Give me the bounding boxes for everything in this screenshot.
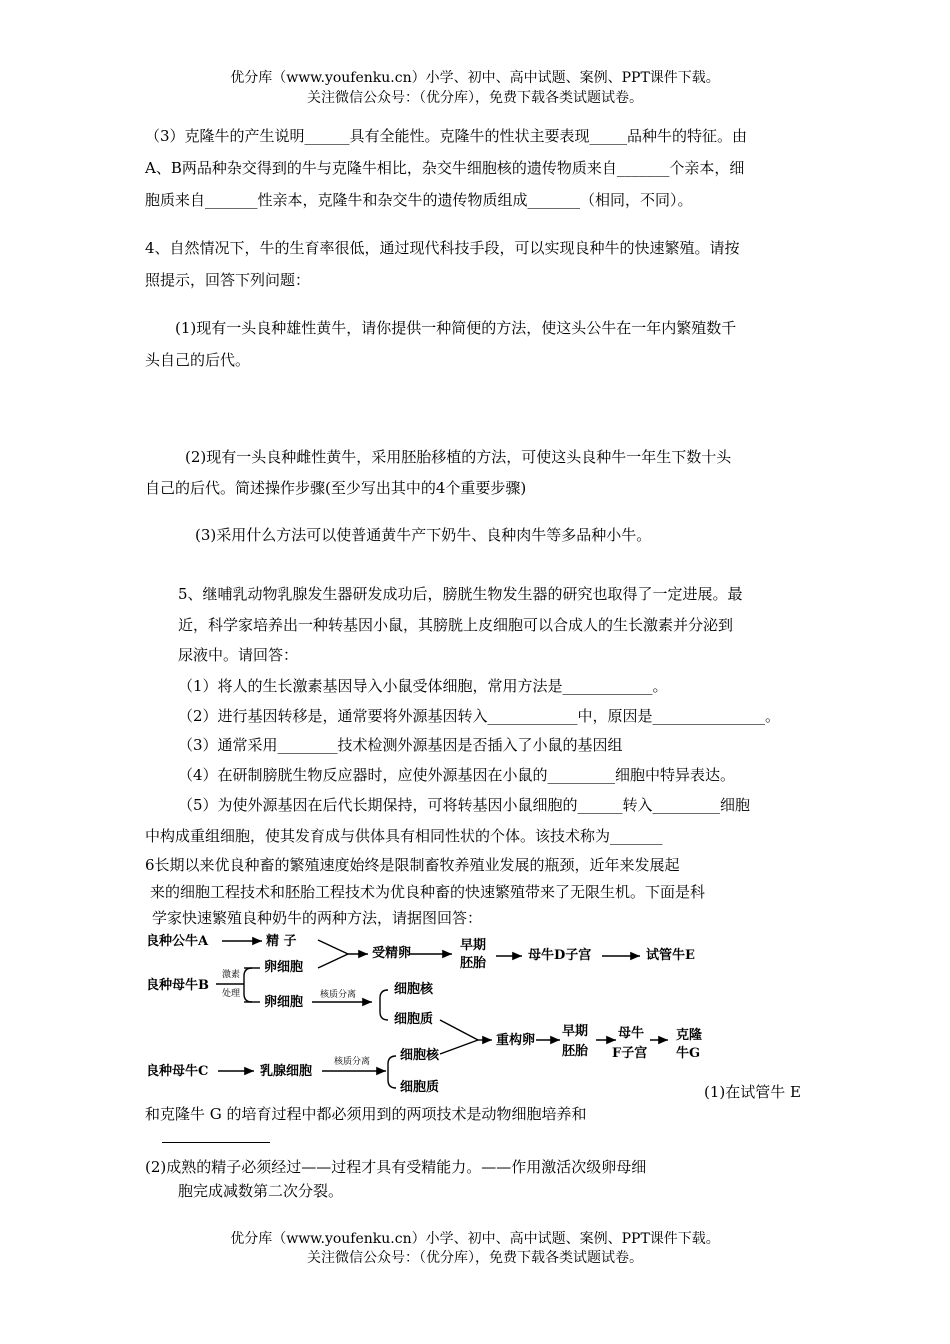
- label-nucleus-1: 细胞核: [394, 982, 434, 997]
- label-clone-2: 牛G: [676, 1046, 701, 1061]
- q5-part4: （4）在研制膀胱生物反应器时，应使外源基因在小鼠的_________细胞中特异表达。: [178, 766, 736, 784]
- label-uterus-f-2: F子宫: [612, 1046, 648, 1061]
- q4-intro-2: 照提示，回答下列问题：: [145, 271, 311, 289]
- q6-intro-3: 学家快速繁殖良种奶牛的两种方法，请据图回答：: [152, 909, 483, 927]
- q6-q1-b: 和克隆牛 G 的培育过程中都必须用到的两项技术是动物细胞培养和: [145, 1105, 587, 1123]
- label-uterus-d: 母牛D子宫: [528, 948, 592, 963]
- q6-q2-a: (2)成熟的精子必须经过——过程才具有受精能力。——作用激活次级卵母细: [145, 1158, 647, 1176]
- q6-intro-2: 来的细胞工程技术和胚胎工程技术为优良种畜的快速繁殖带来了无限生机。下面是科: [150, 883, 706, 901]
- label-egg-2: 卵细胞: [264, 995, 304, 1010]
- q5-part5-a: （5）为使外源基因在后代长期保持，可将转基因小鼠细胞的______转入_________细胞: [178, 796, 751, 814]
- q4-part3: (3)采用什么方法可以使普通黄牛产下奶牛、良种肉牛等多品种小牛。: [195, 526, 652, 544]
- q3-line-2: A、B两品种杂交得到的牛与克隆牛相比，杂交牛细胞核的遗传物质来自_______个亲本，细: [145, 159, 745, 177]
- q6-q1-a: (1)在试管牛 E: [704, 1083, 801, 1101]
- q6-q2-b: 胞完成减数第二次分裂。: [178, 1182, 344, 1200]
- label-early-embryo-2b: 胚胎: [562, 1044, 589, 1059]
- q5-part1: （1）将人的生长激素基因导入小鼠受体细胞，常用方法是____________。: [178, 677, 668, 695]
- label-reconstructed-egg: 重构卵: [496, 1033, 536, 1048]
- q6-q1-answer-blank[interactable]: [162, 1142, 270, 1143]
- label-cytoplasm-2: 细胞质: [400, 1080, 440, 1095]
- label-hormone: 激素: [222, 970, 241, 980]
- label-early-embryo-2a: 早期: [562, 1024, 589, 1039]
- q6-intro-1: 6长期以来优良种畜的繁殖速度始终是限制畜牧养殖业发展的瓶颈，近年来发展起: [145, 856, 680, 874]
- q5-part5-b: 中构成重组细胞，使其发育成与供体具有相同性状的个体。该技术称为_______: [145, 827, 663, 845]
- q5-intro-2: 近，科学家培养出一种转基因小鼠，其膀胱上皮细胞可以合成人的生长激素并分泌到: [178, 616, 734, 634]
- q5-part2: （2）进行基因转移是，通常要将外源基因转入____________中，原因是_______________。: [178, 707, 781, 725]
- q4-part1-b: 头自己的后代。: [145, 351, 251, 369]
- line-cyto-converge: [440, 1020, 478, 1040]
- label-sperm: 精 子: [266, 934, 297, 949]
- brace-sep-1: [380, 990, 388, 1020]
- q3-line-3: 胞质来自_______性亲本，克隆牛和杂交牛的遗传物质组成_______（相同，不同）。: [145, 191, 693, 209]
- label-cytoplasm-1: 细胞质: [394, 1012, 434, 1027]
- label-early-embryo-1a: 早期: [460, 938, 487, 953]
- header-line-1: 优分库（www.youfenku.cn）小学、初中、高中试题、案例、PPT课件下载。: [230, 70, 720, 86]
- label-separation-1: 核质分离: [320, 990, 357, 1000]
- q4-part2-a: (2)现有一头良种雌性黄牛，采用胚胎移植的方法，可使这头良种牛一年生下数十头: [185, 448, 732, 466]
- q4-intro-1: 4、自然情况下，牛的生育率很低，通过现代科技手段，可以实现良种牛的快速繁殖。请按: [145, 239, 740, 257]
- line-egg-converge: [318, 954, 348, 968]
- label-bull-a: 良种公牛A: [146, 934, 209, 949]
- q5-part3: （3）通常采用________技术检测外源基因是否插入了小鼠的基因组: [178, 736, 623, 754]
- footer-line-2: 关注微信公众号：（优分库），免费下载各类试题试卷。: [307, 1250, 643, 1266]
- q5-intro-1: 5、继哺乳动物乳腺发生器研发成功后，膀胱生物发生器的研究也取得了一定进展。最: [178, 585, 743, 603]
- q5-intro-3: 尿液中。请回答：: [178, 646, 299, 664]
- brace-cow-b: [244, 968, 252, 1002]
- label-cow-c: 良种母牛C: [146, 1064, 209, 1079]
- q3-line-1: （3）克隆牛的产生说明______具有全能性。克隆牛的性状主要表现_____品种牛的特征。由: [145, 127, 748, 145]
- label-uterus-f-1: 母牛: [618, 1026, 645, 1041]
- line-nucleus-converge: [440, 1040, 478, 1054]
- label-egg-1: 卵细胞: [264, 960, 304, 975]
- q4-part2-b: 自己的后代。简述操作步骤(至少写出其中的4个重要步骤): [145, 479, 527, 497]
- label-nucleus-2: 细胞核: [400, 1048, 440, 1063]
- label-separation-2: 核质分离: [334, 1057, 371, 1067]
- label-mammary-cell: 乳腺细胞: [260, 1064, 313, 1079]
- header-line-2: 关注微信公众号：（优分库），免费下载各类试题试卷。: [307, 90, 643, 106]
- footer-line-1: 优分库（www.youfenku.cn）小学、初中、高中试题、案例、PPT课件下载。: [230, 1231, 720, 1247]
- label-early-embryo-1b: 胚胎: [460, 956, 487, 971]
- label-test-tube-cow: 试管牛E: [646, 948, 695, 963]
- brace-sep-2: [388, 1056, 396, 1088]
- q4-part1-a: (1)现有一头良种雄性黄牛，请你提供一种简便的方法，使这头公牛在一年内繁殖数千: [175, 319, 737, 337]
- label-clone-1: 克隆: [676, 1028, 703, 1043]
- label-treat: 处理: [222, 989, 241, 999]
- label-fertilized-egg: 受精卵: [372, 946, 412, 961]
- line-sperm-converge: [318, 940, 348, 954]
- label-cow-b: 良种母牛B: [146, 978, 209, 993]
